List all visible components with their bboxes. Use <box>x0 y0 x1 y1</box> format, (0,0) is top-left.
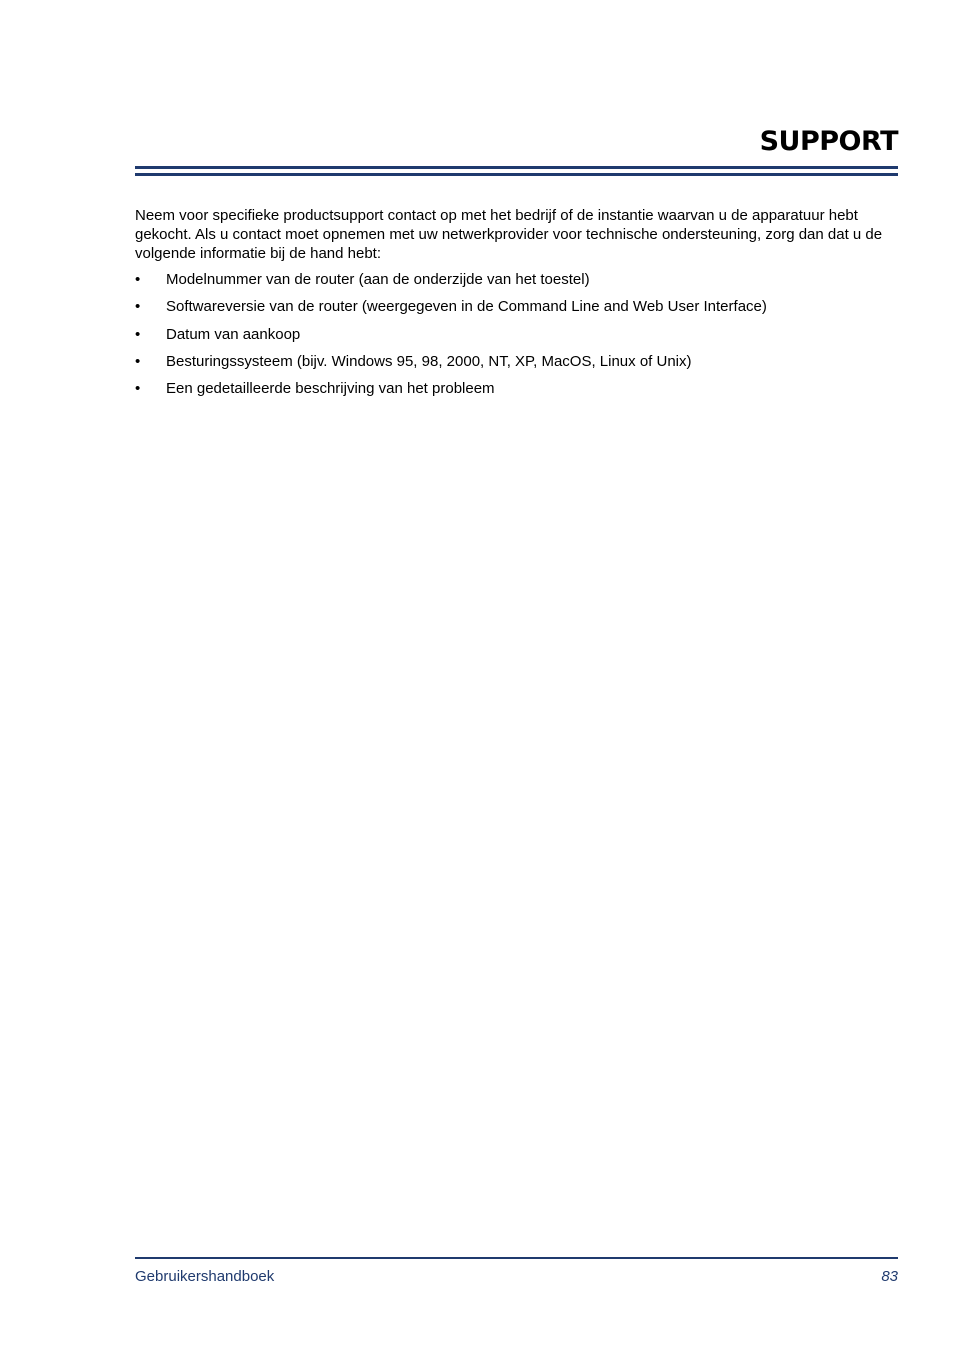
bullet-icon: • <box>135 271 141 288</box>
info-list <box>135 270 890 398</box>
bullet-icon: • <box>135 298 141 316</box>
page-number: 83 <box>881 1268 898 1285</box>
list-item-text: Datum van aankoop <box>166 325 301 343</box>
list-item <box>135 325 890 344</box>
footer-divider <box>135 1257 898 1259</box>
main-content <box>135 206 890 406</box>
list-item-text: Modelnummer van de router (aan de onderzijde van het toestel) <box>166 271 590 288</box>
title-divider-thin <box>135 173 898 176</box>
page-title: SUPPORT <box>759 126 898 157</box>
list-item-text: Besturingssysteem (bijv. Windows 95, 98, 2000, NT, XP, MacOS, Linux of Unix) <box>166 352 692 370</box>
bullet-icon: • <box>135 325 141 343</box>
list-item-text: Een gedetailleerde beschrijving van het probleem <box>166 380 495 398</box>
bullet-icon: • <box>135 352 141 370</box>
title-divider-thick <box>135 166 898 169</box>
intro-paragraph: Neem voor specifieke productsupport contact op met het bedrijf of de instantie waarvan u de apparatuur hebt gekocht. Als u contact moet opnemen met uw netwerkprovider voor technische ondersteuning, zorg dan dat u de volgende informatie bij de hand hebt: <box>135 207 883 262</box>
bullet-icon: • <box>135 380 141 398</box>
list-item-text: Softwareversie van de router (weergegeven in de Command Line and Web User Interface) <box>166 298 767 316</box>
list-item <box>135 297 890 316</box>
footer-document-title: Gebruikershandboek <box>135 1268 275 1285</box>
list-item <box>135 270 890 289</box>
list-item <box>135 379 890 398</box>
list-item <box>135 352 890 371</box>
